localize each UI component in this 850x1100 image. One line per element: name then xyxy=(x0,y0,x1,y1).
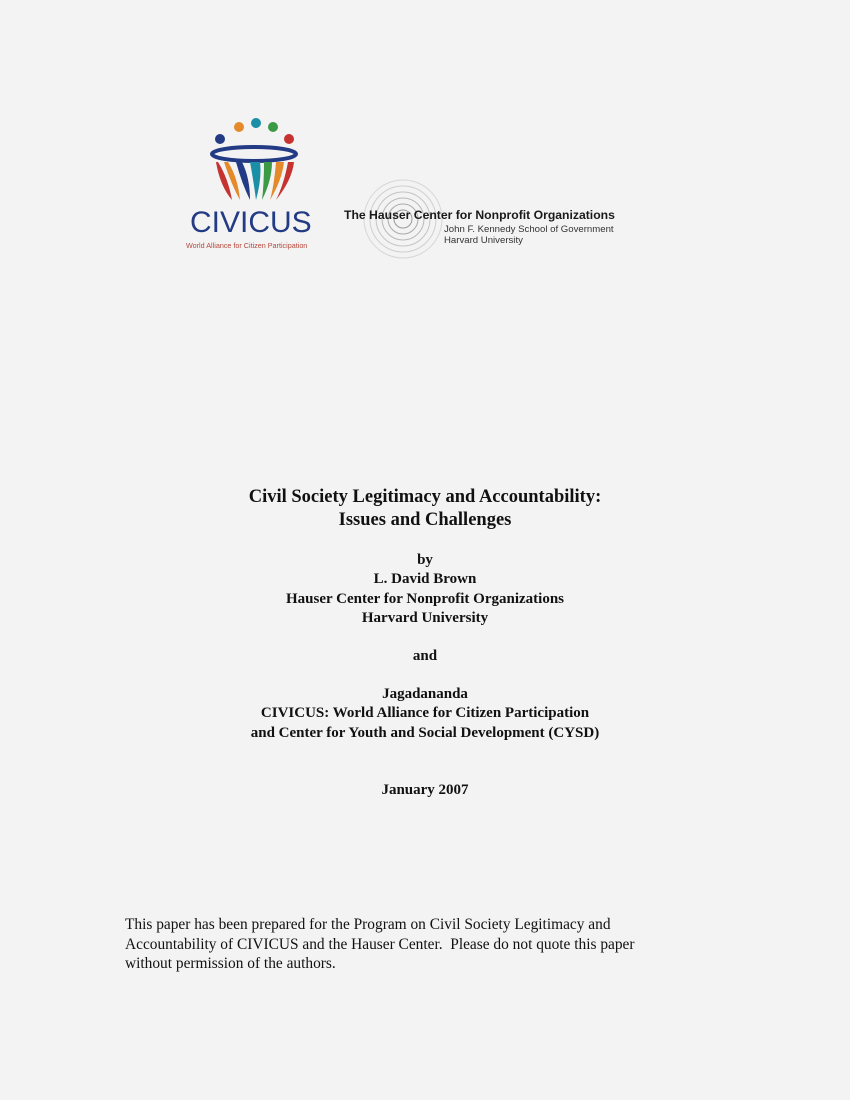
civicus-logo xyxy=(182,116,322,254)
title-line-2: Issues and Challenges xyxy=(338,510,512,530)
author-name-2: Jagadananda xyxy=(382,686,468,702)
paper-title xyxy=(0,486,850,532)
and-label: and xyxy=(412,648,438,664)
author-block-2 xyxy=(0,685,850,743)
title-line-1: Civil Society Legitimacy and Accountability: xyxy=(248,487,602,507)
civicus-emblem-icon xyxy=(206,116,300,206)
author-affiliation-2b: and Center for Youth and Social Development (CYSD) xyxy=(250,724,600,741)
disclaimer-note xyxy=(125,915,725,974)
author-block-1 xyxy=(0,551,850,628)
publication-date: January 2007 xyxy=(381,782,469,798)
author-name-1: L. David Brown xyxy=(373,571,477,588)
author-affiliation-1b: Harvard University xyxy=(361,609,489,626)
hauser-center-logo xyxy=(344,178,674,260)
civicus-wordmark: CIVICUS xyxy=(190,206,312,239)
hauser-subtitle-school: John F. Kennedy School of Government xyxy=(444,224,614,235)
author-affiliation-2a: CIVICUS: World Alliance for Citizen Participation xyxy=(260,705,590,722)
by-label: by xyxy=(417,552,433,568)
note-line-2: Accountability of CIVICUS and the Hauser Center. Please do not quote this paper xyxy=(125,935,635,953)
hauser-title: The Hauser Center for Nonprofit Organizations xyxy=(344,208,615,222)
civicus-tagline: World Alliance for Citizen Participation xyxy=(186,241,308,250)
author-affiliation-1a: Hauser Center for Nonprofit Organizations xyxy=(285,590,565,607)
hauser-subtitle-university: Harvard University xyxy=(444,235,523,246)
note-line-3: without permission of the authors. xyxy=(125,955,336,973)
note-line-1: This paper has been prepared for the Program on Civil Society Legitimacy and xyxy=(125,916,611,933)
